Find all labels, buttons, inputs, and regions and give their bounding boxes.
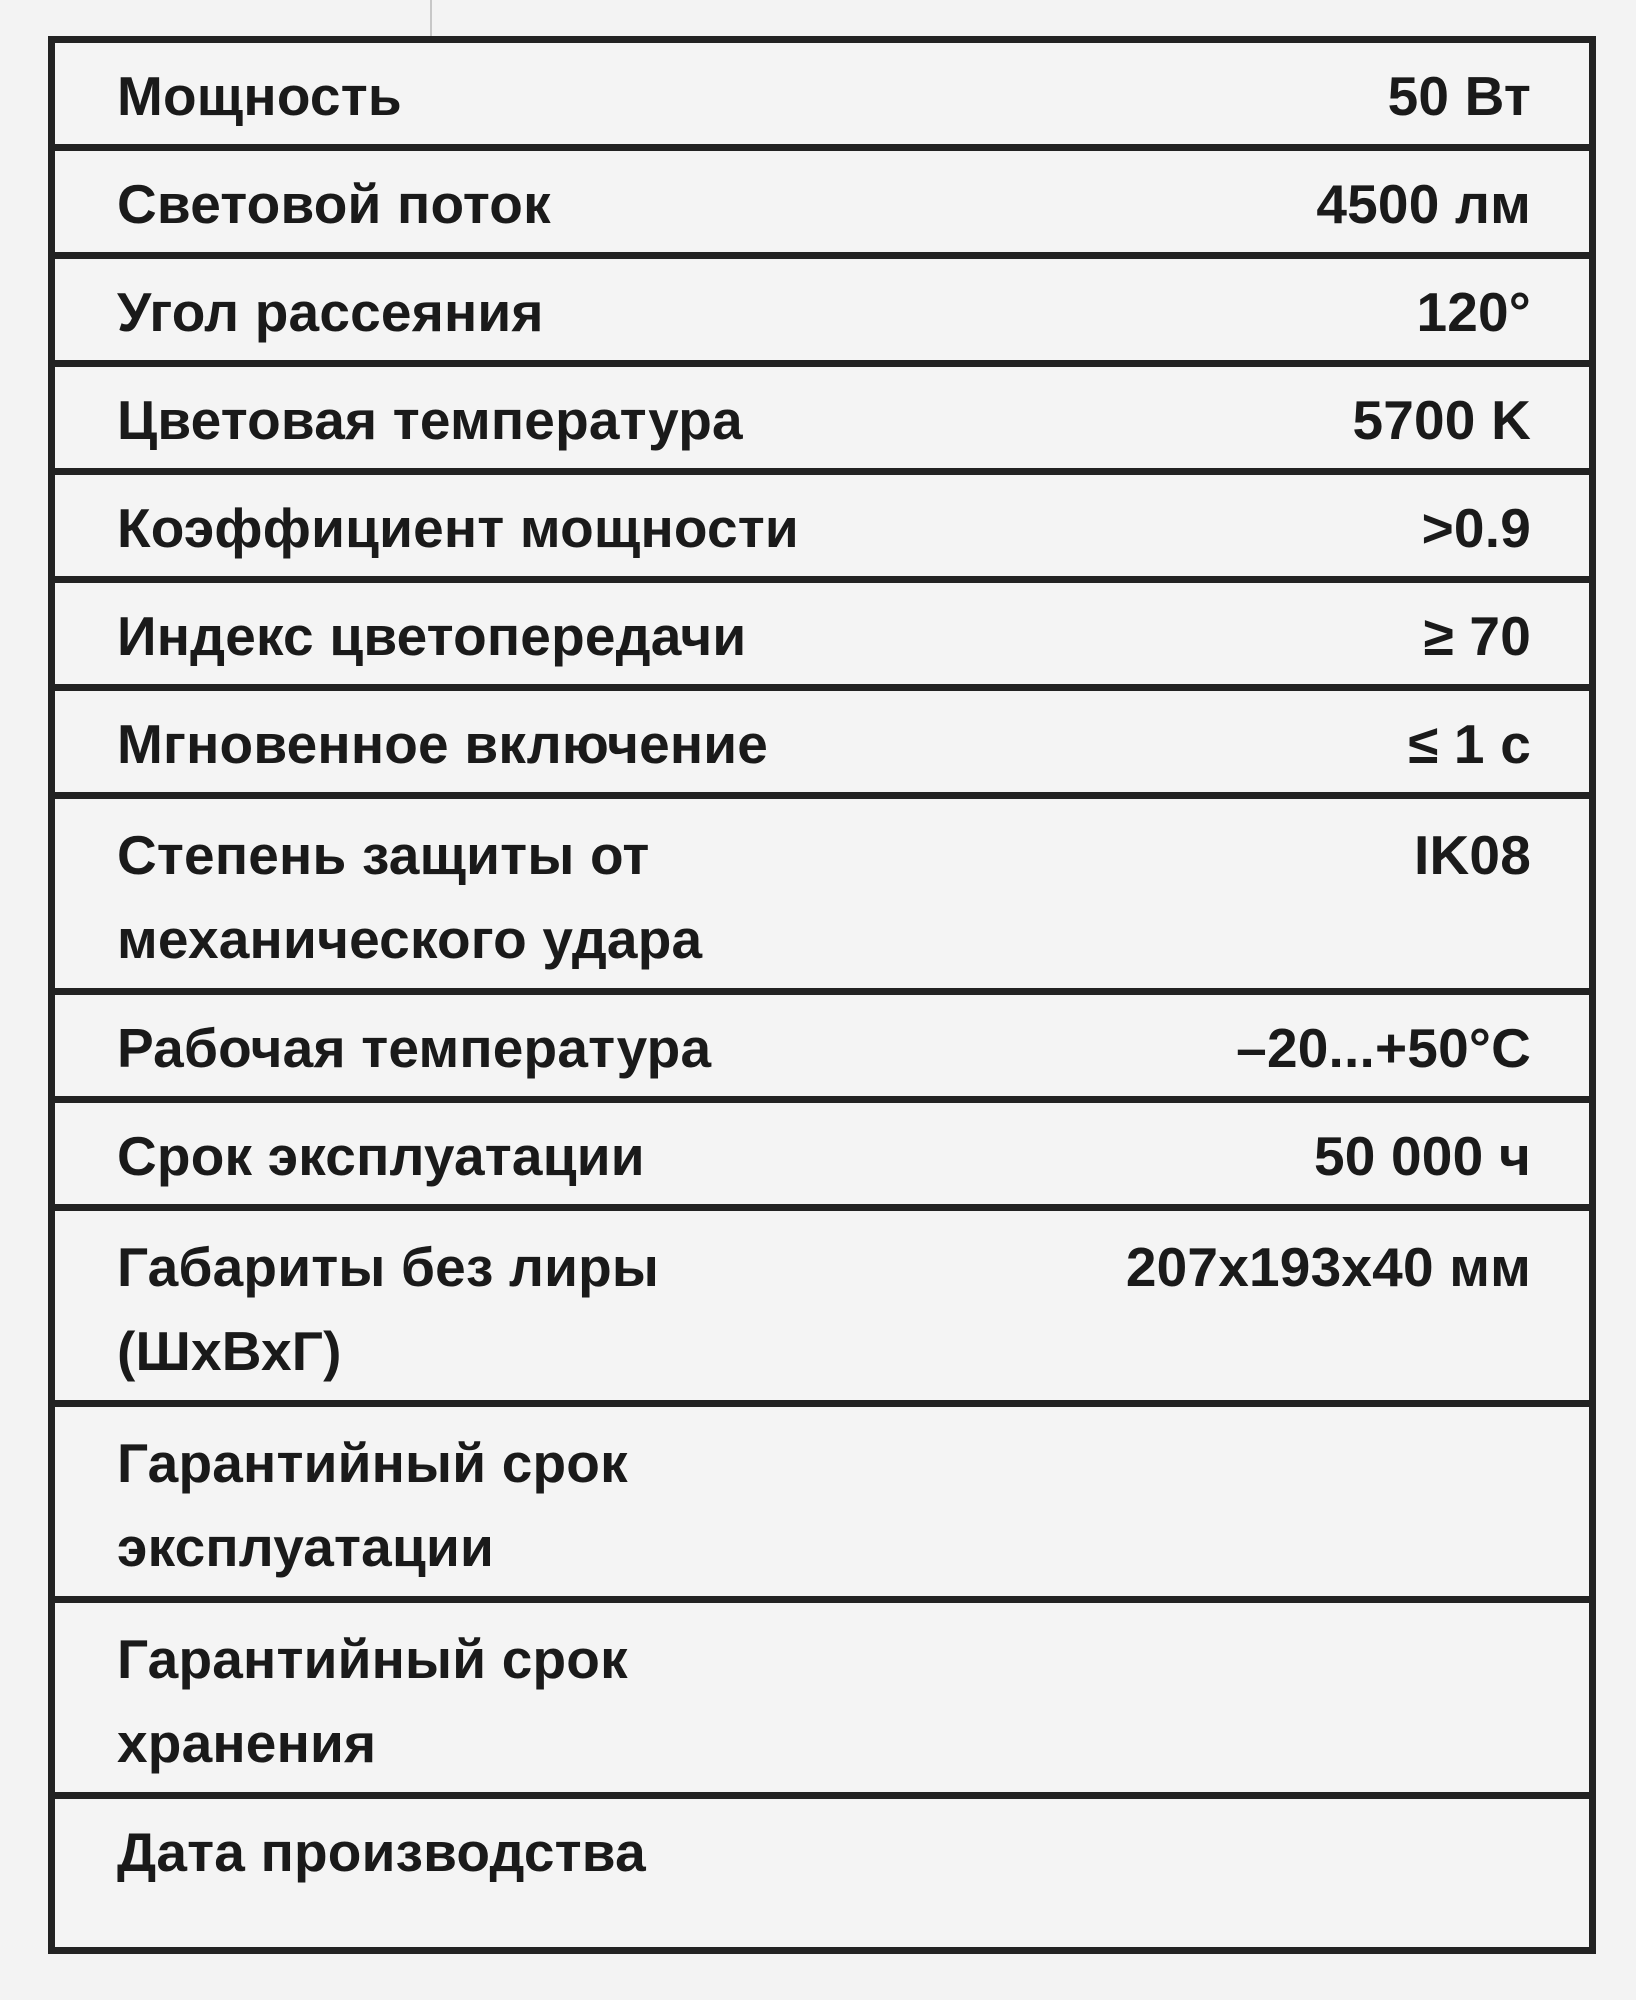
spec-row-service-life: [55, 1103, 1589, 1211]
spec-label: Цветовая температура: [117, 389, 743, 451]
spec-row-power-factor: [55, 475, 1589, 583]
spec-row-instant-on: [55, 691, 1589, 799]
spec-value: 5700 K: [1352, 389, 1531, 451]
spec-value: 207x193x40 мм: [1125, 1236, 1531, 1298]
spec-table: [55, 43, 1589, 1947]
spec-label: Гарантийный срок эксплуатации: [117, 1432, 628, 1578]
spec-row-cri: [55, 583, 1589, 691]
spec-value: >0.9: [1421, 497, 1531, 559]
spec-row-operating-temperature: [55, 995, 1589, 1103]
spec-row-luminous-flux: [55, 151, 1589, 259]
spec-row-impact-protection: [55, 799, 1589, 995]
spec-row-warranty-operation: [55, 1407, 1589, 1603]
spec-row-power: [55, 43, 1589, 151]
spec-value: 50 Вт: [1387, 65, 1531, 127]
spec-label: Угол рассеяния: [117, 281, 544, 343]
spec-value: 50 000 ч: [1313, 1125, 1531, 1187]
spec-label: Коэффициент мощности: [117, 497, 799, 559]
spec-row-color-temperature: [55, 367, 1589, 475]
spec-label: Срок эксплуатации: [117, 1125, 645, 1187]
spec-value: 120°: [1416, 281, 1531, 343]
spec-sheet: [48, 36, 1596, 1954]
spec-row-warranty-storage: [55, 1603, 1589, 1799]
spec-label: Степень защиты от механического удара: [117, 824, 703, 970]
spec-label: Мгновенное включение: [117, 713, 769, 775]
spec-label: Световой поток: [117, 173, 551, 235]
spec-label: Габариты без лиры (ШхВхГ): [117, 1236, 660, 1382]
spec-value: –20...+50°C: [1236, 1017, 1531, 1079]
spec-label: Рабочая температура: [117, 1017, 712, 1079]
spec-row-dimensions: [55, 1211, 1589, 1407]
spec-value: IK08: [1414, 824, 1531, 886]
spec-value: 4500 лм: [1316, 173, 1531, 235]
spec-row-beam-angle: [55, 259, 1589, 367]
spec-label: Гарантийный срок хранения: [117, 1628, 628, 1774]
spec-row-production-date: [55, 1799, 1589, 1947]
spec-value: ≤ 1 с: [1408, 713, 1531, 775]
spec-label: Индекс цветопередачи: [117, 605, 747, 667]
spec-value: ≥ 70: [1423, 605, 1531, 667]
spec-label: Мощность: [117, 65, 402, 127]
spec-label: Дата производства: [117, 1821, 646, 1883]
